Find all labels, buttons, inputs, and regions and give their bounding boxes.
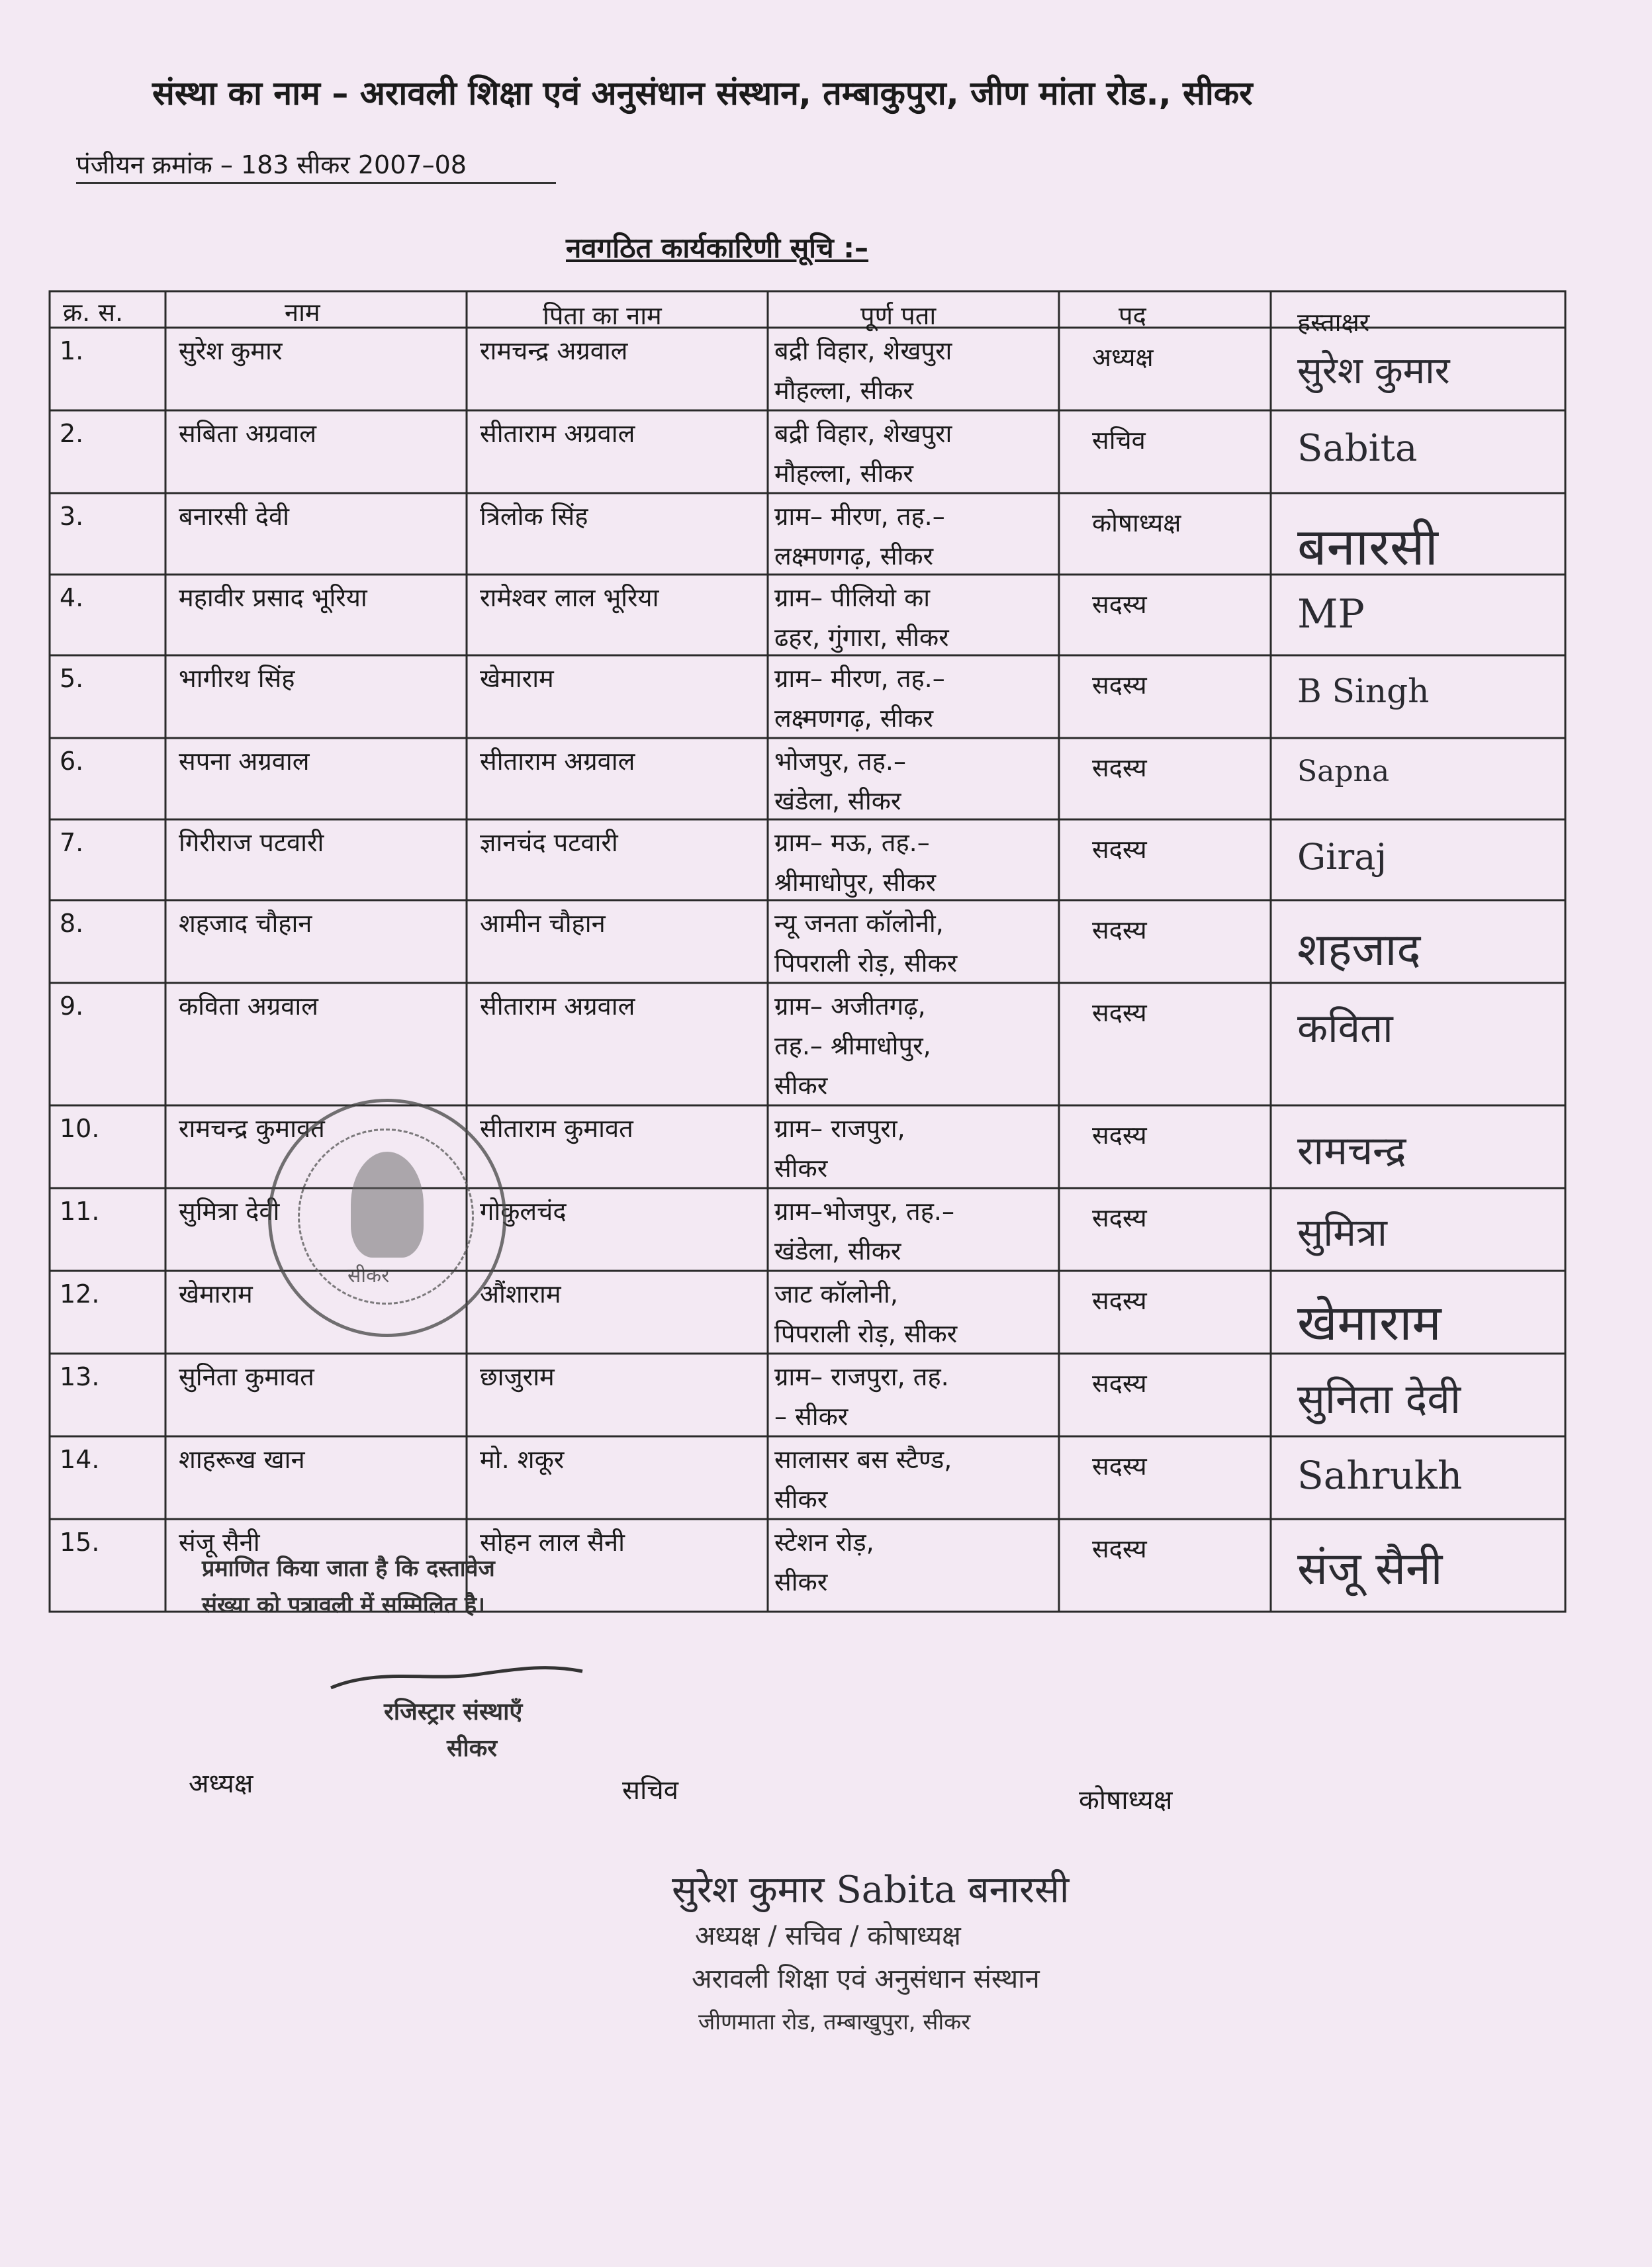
row-name: सबिता अग्रवाल [179, 419, 317, 448]
row-sn: 1. [60, 336, 84, 365]
col-header-father: पिता का नाम [543, 301, 662, 330]
row-name: सुरेश कुमार [179, 336, 283, 365]
row-signature: सुरेश कुमार [1297, 349, 1450, 393]
row-sn: 2. [60, 419, 84, 448]
row-signature: Giraj [1297, 836, 1387, 878]
row-signature: शहजाद [1297, 924, 1421, 976]
row-post: सचिव [1092, 426, 1146, 455]
row-sn: 15. [60, 1528, 100, 1557]
row-post: सदस्य [1092, 753, 1147, 782]
row-sn: 6. [60, 747, 84, 776]
row-sn: 10. [60, 1114, 100, 1143]
row-post: सदस्य [1092, 835, 1147, 864]
footer-treasurer: कोषाध्यक्ष [1079, 1785, 1173, 1816]
emblem-icon [351, 1152, 424, 1258]
row-name: बनारसी देवी [179, 502, 289, 531]
row-father-name: रामचन्द्र अग्रवाल [480, 336, 628, 365]
row-address-line-1: ग्राम– मीरण, तह.– [774, 502, 945, 531]
col-header-name: नाम [285, 298, 320, 327]
row-address-line-1: ग्राम– मऊ, तह.– [774, 828, 930, 857]
row-sn: 3. [60, 502, 84, 531]
row-father-name: सोहन लाल सैनी [480, 1528, 625, 1557]
row-signature: संजू सैनी [1297, 1543, 1443, 1595]
row-post: सदस्य [1092, 1203, 1147, 1232]
row-post: सदस्य [1092, 915, 1147, 945]
row-signature: रामचन्द्र [1297, 1128, 1406, 1174]
row-post: सदस्य [1092, 1452, 1147, 1481]
registration-number: पंजीयन क्रमांक – 183 सीकर 2007–08 [76, 150, 467, 179]
row-address-line-2: श्रीमाधोपुर, सीकर [774, 868, 937, 897]
org-stamp-name: अरावली शिक्षा एवं अनुसंधान संस्थान [692, 1964, 1040, 1994]
row-signature: कविता [1297, 1005, 1393, 1052]
row-address-line-1: न्यू जनता कॉलोनी, [774, 909, 944, 938]
row-sn: 11. [60, 1197, 100, 1226]
row-signature: सुमित्रा [1297, 1210, 1387, 1255]
row-post: सदस्य [1092, 1121, 1147, 1150]
row-address-line-2: – सीकर [774, 1402, 849, 1431]
institution-name: संस्था का नाम – अरावली शिक्षा एवं अनुसंधान संस्थान, तम्बाकुपुरा, जीण मांता रोड., सीकर [152, 74, 1253, 113]
row-signature: Sapna [1297, 755, 1390, 788]
row-address-line-1: सालासर बस स्टैण्ड, [774, 1445, 952, 1474]
col-header-signature: हस्ताक्षर [1297, 308, 1370, 337]
seal-text: सीकर [347, 1264, 390, 1287]
certification-line-1: प्रमाणित किया जाता है कि दस्तावेज [202, 1555, 495, 1582]
row-sn: 8. [60, 909, 84, 938]
row-address-line-2: सीकर [774, 1485, 828, 1514]
list-title: नवगठित कार्यकारिणी सूचि :– [566, 232, 869, 264]
row-name: शहजाद चौहान [179, 909, 312, 938]
registrar-seal [268, 1099, 506, 1337]
row-address-line-2: मौहल्ला, सीकर [774, 376, 913, 405]
row-address-line-2: खंडेला, सीकर [774, 1236, 901, 1266]
row-post: अध्यक्ष [1092, 343, 1154, 372]
row-father-name: आमीन चौहान [480, 909, 606, 938]
row-post: सदस्य [1092, 1534, 1147, 1563]
row-sn: 5. [60, 664, 84, 693]
col-header-post: पद [1119, 301, 1146, 330]
row-signature: MP [1297, 591, 1365, 637]
row-father-name: खेमाराम [480, 664, 554, 693]
row-sn: 4. [60, 583, 84, 612]
row-name: रामचन्द्र कुमावत [179, 1114, 325, 1143]
row-name: कविता अग्रवाल [179, 992, 318, 1021]
row-address-line-2: खंडेला, सीकर [774, 786, 901, 815]
row-address-line-2: ढहर, गुंगारा, सीकर [774, 623, 949, 652]
row-address-line-2: लक्ष्मणगढ़, सीकर [774, 541, 934, 571]
row-name: सुमित्रा देवी [179, 1197, 280, 1226]
office-bearer-signatures: सुरेश कुमार Sabita बनारसी [672, 1869, 1070, 1912]
row-address-line-1: ग्राम– मीरण, तह.– [774, 664, 945, 693]
row-father-name: गोकुलचंद [480, 1197, 567, 1226]
col-header-sn: क्र. स. [63, 298, 124, 327]
row-address-line-1: जाट कॉलोनी, [774, 1279, 898, 1309]
row-sn: 9. [60, 992, 84, 1021]
registrar-label: रजिस्ट्रार संस्थाएँ [384, 1698, 523, 1726]
row-address-line-2: तह.– श्रीमाधोपुर, [774, 1031, 931, 1060]
row-address-line-1: भोजपुर, तह.– [774, 747, 906, 776]
row-name: भागीरथ सिंह [179, 664, 295, 693]
row-post: सदस्य [1092, 1369, 1147, 1398]
row-father-name: सीताराम कुमावत [480, 1114, 633, 1143]
row-father-name: छाजुराम [480, 1362, 555, 1391]
row-name: गिरीराज पटवारी [179, 828, 324, 857]
row-father-name: सीताराम अग्रवाल [480, 992, 635, 1021]
row-address-line-3: सीकर [774, 1071, 828, 1100]
row-father-name: रामेश्वर लाल भूरिया [480, 583, 659, 612]
row-post: सदस्य [1092, 1286, 1147, 1315]
row-address-line-1: ग्राम– अजीतगढ़, [774, 992, 926, 1021]
row-name: सपना अग्रवाल [179, 747, 310, 776]
org-stamp-address: जीणमाता रोड, तम्बाखुपुरा, सीकर [698, 2009, 971, 2035]
row-signature: B Singh [1297, 672, 1430, 710]
row-name: खेमाराम [179, 1279, 253, 1309]
row-father-name: सीताराम अग्रवाल [480, 419, 635, 448]
row-post: सदस्य [1092, 590, 1147, 619]
row-address-line-2: पिपराली रोड़, सीकर [774, 948, 958, 978]
row-name: शाहरूख खान [179, 1445, 305, 1474]
row-address-line-2: मौहल्ला, सीकर [774, 459, 913, 488]
row-address-line-2: लक्ष्मणगढ़, सीकर [774, 704, 934, 733]
row-signature: Sabita [1297, 427, 1418, 470]
row-post: सदस्य [1092, 671, 1147, 700]
row-address-line-1: ग्राम– पीलियो का [774, 583, 931, 612]
row-post: कोषाध्यक्ष [1092, 508, 1181, 537]
row-address-line-1: बद्री विहार, शेखपुरा [774, 419, 952, 448]
row-father-name: त्रिलोक सिंह [480, 502, 588, 531]
row-address-line-1: ग्राम– राजपुरा, [774, 1114, 905, 1143]
row-father-name: औंशाराम [480, 1279, 561, 1309]
row-father-name: मो. शकूर [480, 1445, 565, 1474]
row-sn: 14. [60, 1445, 100, 1474]
row-name: महावीर प्रसाद भूरिया [179, 583, 367, 612]
row-name: सुनिता कुमावत [179, 1362, 314, 1391]
row-sn: 7. [60, 828, 84, 857]
certification-line-2: संख्या को पत्रावली में सम्मिलित है। [202, 1592, 485, 1618]
row-signature: खेमाराम [1297, 1295, 1442, 1352]
row-address-line-2: सीकर [774, 1154, 828, 1183]
row-sn: 13. [60, 1362, 100, 1391]
footer-secretary: सचिव [622, 1775, 679, 1806]
row-address-line-1: बद्री विहार, शेखपुरा [774, 336, 952, 365]
row-address-line-1: ग्राम–भोजपुर, तह.– [774, 1197, 954, 1226]
row-address-line-2: सीकर [774, 1567, 828, 1596]
row-name: संजू सैनी [179, 1528, 260, 1557]
row-signature: Sahrukh [1297, 1453, 1463, 1498]
col-header-address: पूर्ण पता [860, 301, 937, 330]
row-post: सदस्य [1092, 998, 1147, 1027]
row-father-name: सीताराम अग्रवाल [480, 747, 635, 776]
row-signature: बनारसी [1297, 518, 1438, 577]
registrar-place: सीकर [447, 1735, 498, 1762]
row-father-name: ज्ञानचंद पटवारी [480, 828, 618, 857]
row-address-line-1: स्टेशन रोड़, [774, 1528, 874, 1557]
row-sn: 12. [60, 1279, 100, 1309]
row-address-line-2: पिपराली रोड़, सीकर [774, 1319, 958, 1348]
row-signature: सुनिता देवी [1297, 1375, 1461, 1423]
footer-president: अध्यक्ष [189, 1769, 253, 1799]
row-address-line-1: ग्राम– राजपुरा, तह. [774, 1362, 949, 1391]
org-stamp-roles: अध्यक्ष / सचिव / कोषाध्यक्ष [695, 1921, 961, 1951]
